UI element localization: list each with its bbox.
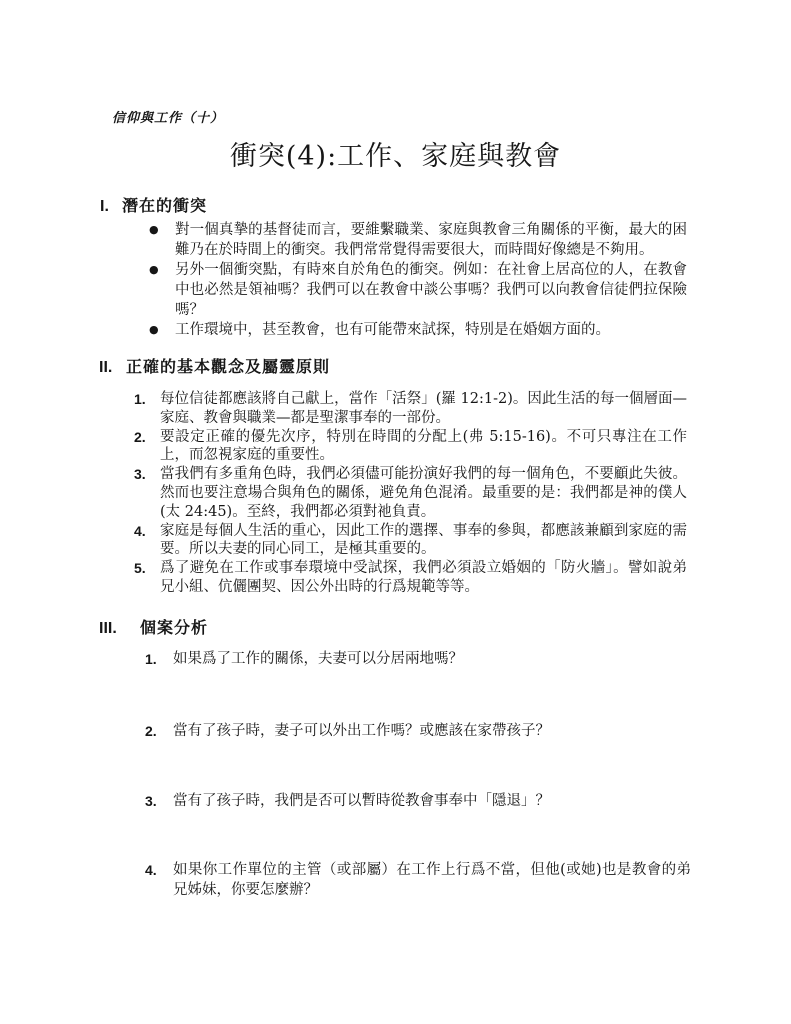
- item-number: 4.: [145, 862, 157, 878]
- section-heading-case-analysis: [99, 615, 208, 638]
- item-text: 要設定正確的優先次序，特別在時間的分配上(弗 5:15-16)。不可只專注在工作上，而忽視家庭的重要性。: [160, 428, 687, 464]
- bullet-icon: ●: [149, 263, 159, 276]
- item-text: 當有了孩子時，妻子可以外出工作嗎？或應該在家帶孩子？: [173, 723, 550, 739]
- bullet-text: 對一個真摯的基督徒而言，要維繫職業、家庭與教會三角關係的平衡，最大的困難乃在於時間上的衝突。我們常常覺得需要很大，而時間好像總是不夠用。: [175, 222, 687, 258]
- item-number: 1.: [145, 651, 157, 667]
- numbered-list: [134, 390, 687, 597]
- section-numeral: III.: [99, 620, 117, 637]
- page-title: 衝突(4):工作、家庭與教會: [229, 141, 562, 172]
- bullet-list: [149, 220, 687, 340]
- list-item: [134, 390, 687, 428]
- list-item: [134, 428, 687, 466]
- bullet-text: 另外一個衝突點，有時來自於角色的衝突。例如：在社會上居高位的人，在教會中也必然是領袖嗎？我們可以在教會中談公事嗎？我們可以向教會信徒們拉保險嗎？: [175, 262, 687, 318]
- list-item: [149, 220, 687, 260]
- section-numeral: I.: [100, 198, 109, 215]
- item-number: 5.: [134, 560, 146, 577]
- item-number: 4.: [134, 522, 146, 539]
- section-numeral: II.: [99, 359, 113, 376]
- list-item: [134, 522, 687, 560]
- item-text: 如果你工作單位的主管（或部屬）在工作上行爲不當，但他(或她)也是教會的弟兄姊妹，你要怎麼辦？: [173, 862, 691, 898]
- list-item: [149, 260, 687, 320]
- case-question: [145, 860, 691, 900]
- item-text: 爲了避免在工作或事奉環境中受試探，我們必須設立婚姻的「防火牆」。譬如說弟兄小組、伉儷團契、因公外出時的行爲規範等等。: [160, 560, 687, 595]
- item-number: 3.: [134, 466, 146, 483]
- section-heading-label: 潛在的衝突: [122, 196, 208, 215]
- item-text: 當我們有多重角色時，我們必須儘可能扮演好我們的每一個角色，不要顧此失彼。然而也要注意場合與角色的關係，避免角色混淆。最重要的是：我們都是神的僕人(太 24:45)。至終，我們都必須對祂負責。: [160, 466, 687, 520]
- item-number: 2.: [145, 723, 157, 739]
- item-text: 當有了孩子時，我們是否可以暫時從教會事奉中「隱退」？: [173, 793, 550, 809]
- list-item: [134, 559, 687, 597]
- item-text: 每位信徒都應該將自己獻上，當作「活祭」(羅 12:1-2)。因此生活的每一個層面—家庭、教會與職業—都是聖潔事奉的一部份。: [160, 391, 687, 426]
- section-heading-basic-principles: [99, 354, 330, 377]
- section-heading-potential-conflicts: [100, 193, 207, 216]
- document-series-label: 信仰與工作（十）: [112, 111, 225, 126]
- section-heading-label: 正確的基本觀念及屬靈原則: [126, 357, 331, 376]
- case-question: [145, 721, 691, 741]
- bullet-icon: ●: [149, 223, 159, 236]
- bullet-icon: ●: [149, 323, 159, 336]
- case-question: [145, 649, 691, 669]
- case-question: [145, 791, 691, 811]
- section-heading-label: 個案分析: [140, 618, 209, 637]
- list-item: [149, 320, 687, 340]
- bullet-text: 工作環境中，甚至教會，也有可能帶來試探，特別是在婚姻方面的。: [175, 322, 610, 338]
- item-number: 2.: [134, 428, 146, 445]
- item-text: 如果爲了工作的關係，夫妻可以分居兩地嗎？: [173, 651, 463, 667]
- list-item: [134, 465, 687, 521]
- item-text: 家庭是每個人生活的重心，因此工作的選擇、事奉的參與，都應該兼顧到家庭的需要。所以夫妻的同心同工，是極其重要的。: [160, 522, 687, 558]
- item-number: 1.: [134, 391, 146, 407]
- item-number: 3.: [145, 793, 157, 809]
